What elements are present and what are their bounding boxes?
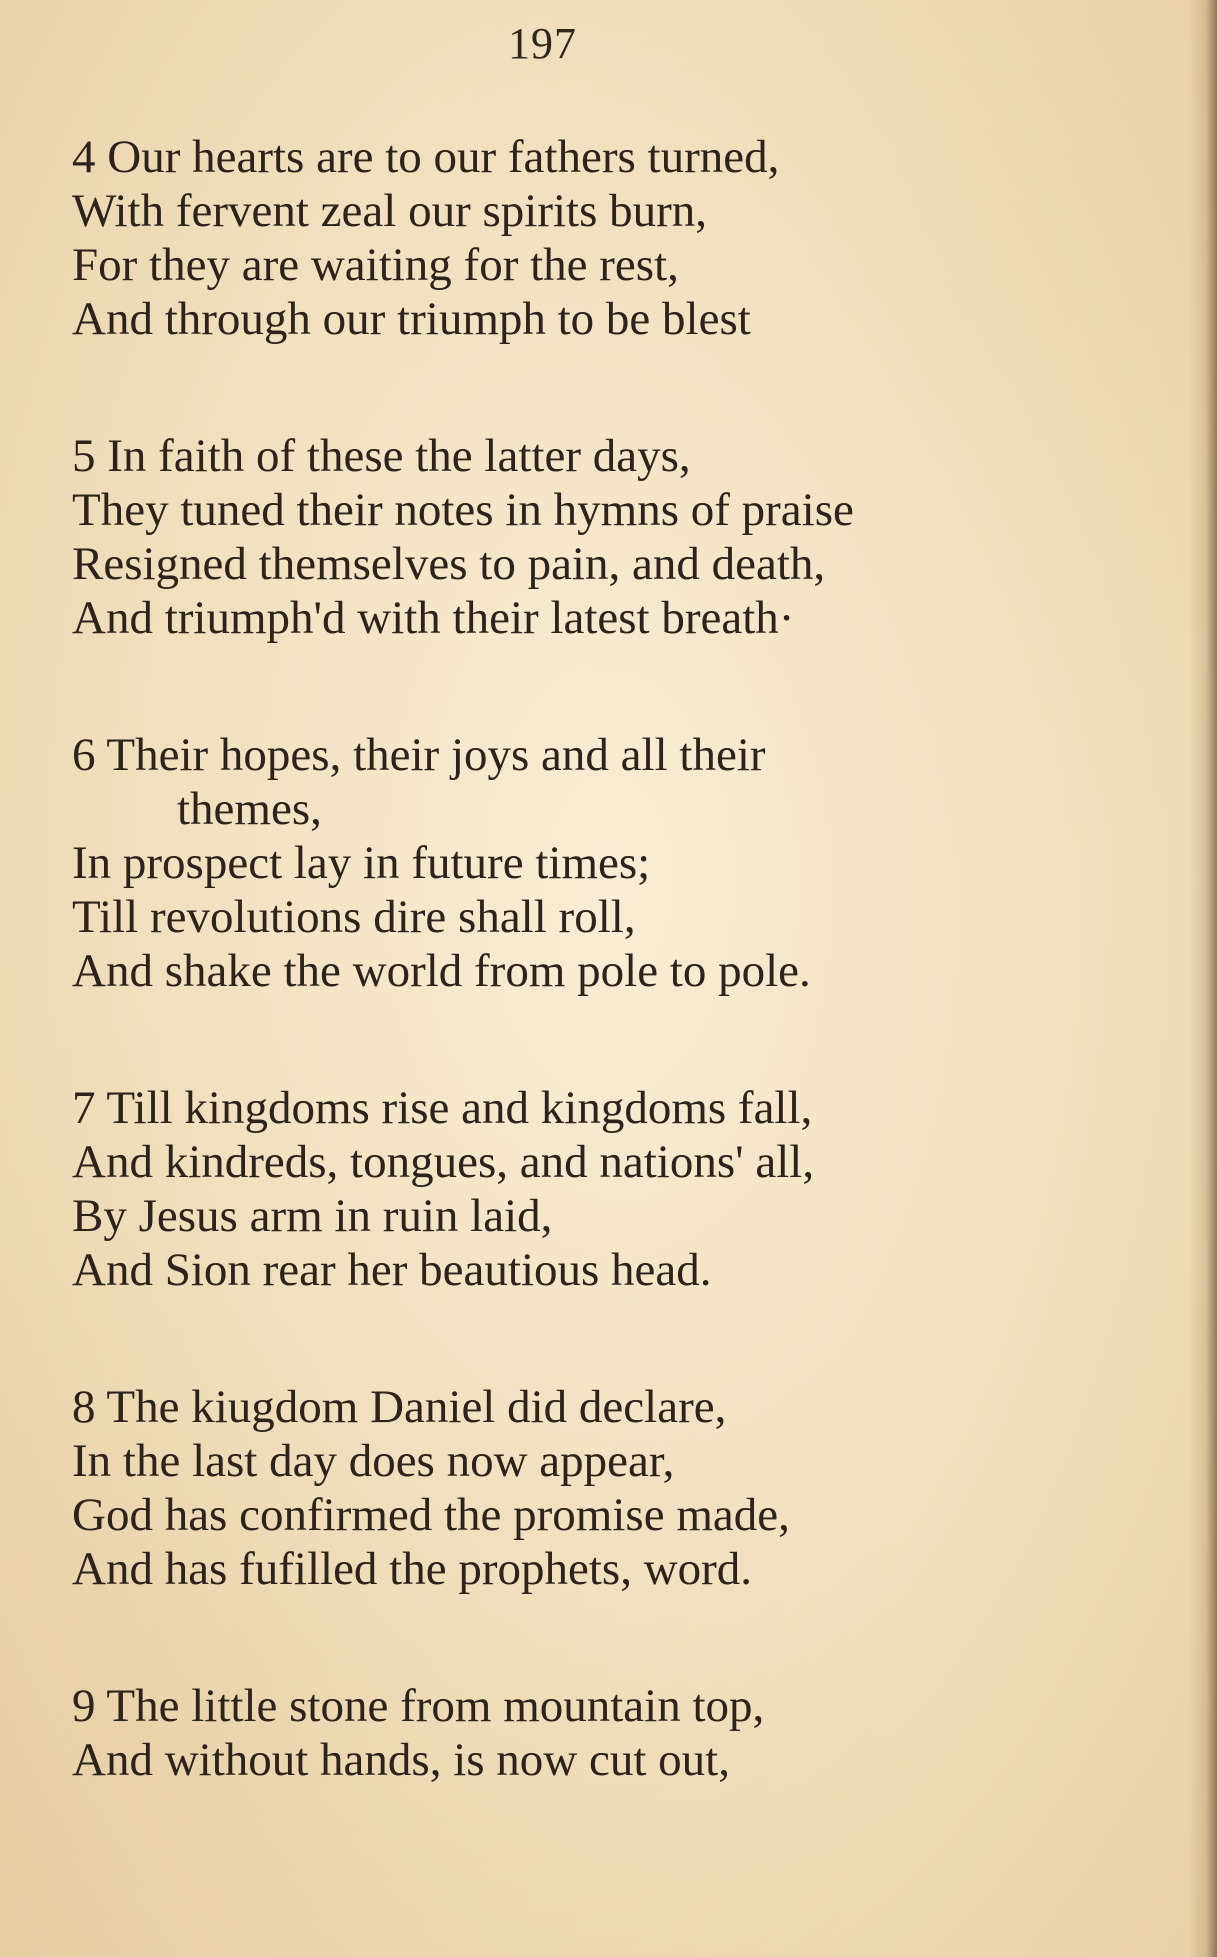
verse-line-continuation: themes,: [177, 783, 322, 835]
verse-line: 5 In faith of these the latter days,: [72, 430, 691, 482]
verse-line: By Jesus arm in ruin laid,: [72, 1190, 553, 1242]
page-number: 197: [508, 19, 577, 68]
verse-line: In prospect lay in future times;: [72, 837, 651, 889]
verse-line: And Sion rear her beautious head.: [72, 1244, 712, 1296]
verse-line: They tuned their notes in hymns of praise: [72, 484, 854, 536]
verse-8: [72, 1380, 1072, 1596]
verse-line: Till revolutions dire shall roll,: [72, 891, 636, 943]
verse-line: And triumph'd with their latest breath·: [72, 592, 795, 644]
verse-line: With fervent zeal our spirits burn,: [72, 185, 708, 237]
verse-line: God has confirmed the promise made,: [72, 1489, 790, 1541]
verse-line: For they are waiting for the rest,: [72, 239, 679, 291]
verse-line: 9 The little stone from mountain top,: [72, 1680, 765, 1732]
verse-line: 7 Till kingdoms rise and kingdoms fall,: [72, 1082, 813, 1134]
verse-4: [72, 130, 1072, 346]
verse-line: 8 The kiugdom Daniel did declare,: [72, 1381, 727, 1433]
verse-line: And has fufilled the prophets, word.: [72, 1543, 753, 1595]
page-edge-shadow: [1189, 0, 1217, 1957]
verse-line: In the last day does now appear,: [72, 1435, 675, 1487]
verse-6: [72, 728, 1072, 998]
verse-line: And shake the world from pole to pole.: [72, 945, 811, 997]
hymn-text: [72, 130, 1072, 1870]
verse-line: And kindreds, tongues, and nations' all,: [72, 1136, 815, 1188]
verse-line: Resigned themselves to pain, and death,: [72, 538, 826, 590]
verse-line: 4 Our hearts are to our fathers turned,: [72, 131, 780, 183]
verse-line: 6 Their hopes, their joys and all their: [72, 729, 766, 781]
verse-line: And through our triumph to be blest: [72, 293, 751, 345]
verse-7: [72, 1081, 1072, 1297]
verse-line: And without hands, is now cut out,: [72, 1734, 730, 1786]
verse-9: [72, 1679, 1072, 1787]
verse-5: [72, 429, 1072, 645]
